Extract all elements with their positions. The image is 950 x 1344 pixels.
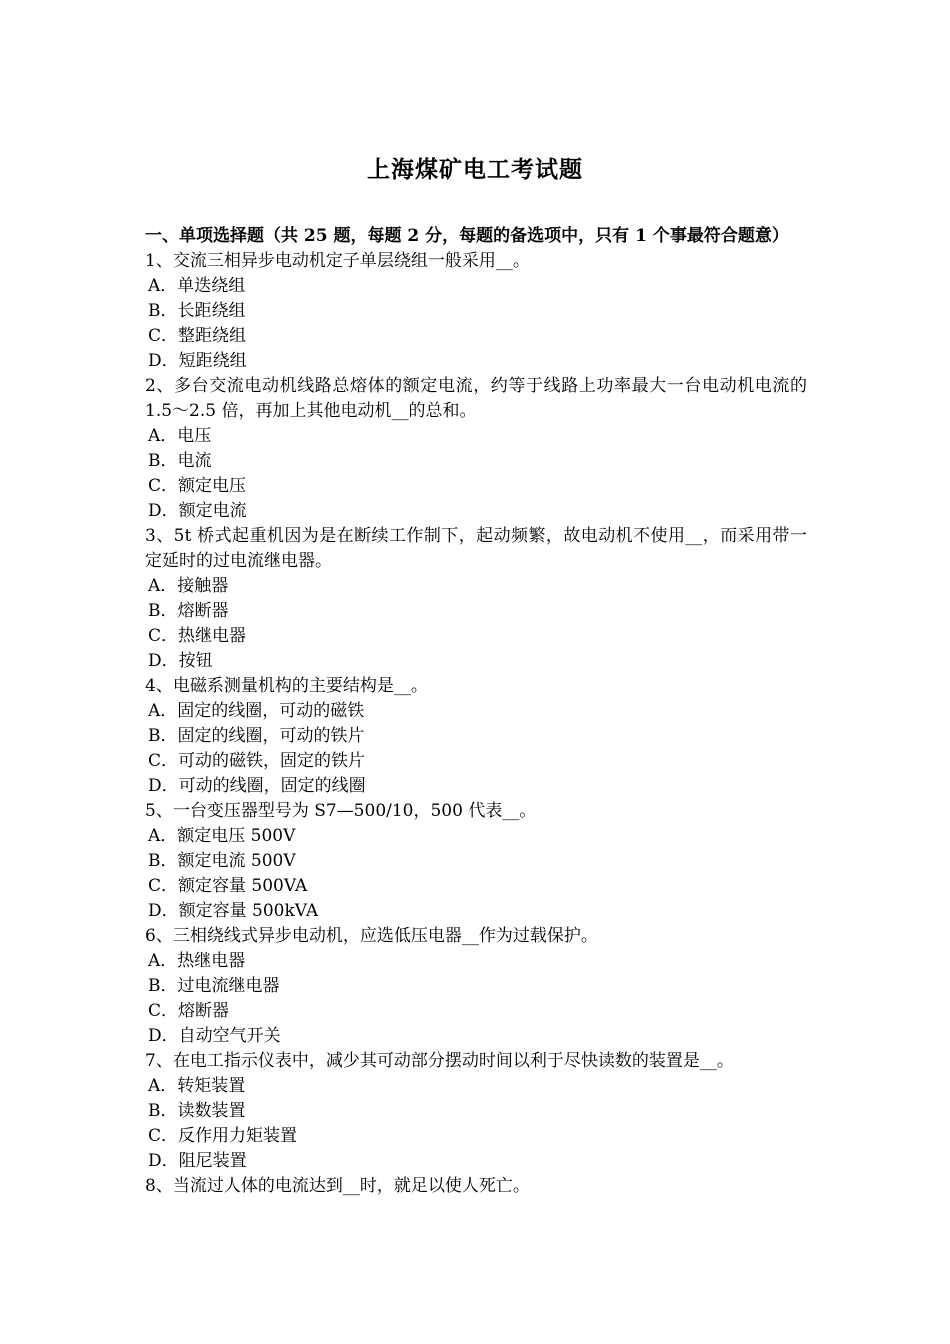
option-d: D．阻尼装置: [148, 1151, 247, 1171]
option-c: C．反作用力矩装置: [148, 1126, 298, 1146]
question-4: [145, 674, 807, 799]
question-text: 8、当流过人体的电流达到__时，就足以使人死亡。: [145, 1176, 530, 1196]
option-a: A．热继电器: [148, 951, 246, 971]
question-text: 7、在电工指示仪表中，减少其可动部分摆动时间以利于尽快读数的装置是__。: [145, 1051, 734, 1071]
option-d: D．可动的线圈，固定的线圈: [148, 776, 366, 796]
option-c: C．熔断器: [148, 1001, 230, 1021]
question-2: [145, 374, 807, 524]
option-b: B．读数装置: [148, 1101, 246, 1121]
option-c: C．热继电器: [148, 626, 247, 646]
option-c: C．整距绕组: [148, 326, 247, 346]
option-a: A．接触器: [148, 576, 229, 596]
option-d: D．自动空气开关: [148, 1026, 281, 1046]
section-heading: 一、单项选择题（共 25 题，每题 2 分，每题的备选项中，只有 1 个事最符合题意）: [145, 226, 789, 246]
question-5: [145, 799, 807, 924]
option-d: D．额定电流: [148, 501, 247, 521]
question-text: 1、交流三相异步电动机定子单层绕组一般采用__。: [145, 251, 530, 271]
option-a: A．固定的线圈，可动的磁铁: [148, 701, 365, 721]
option-d: D．额定容量 500kVA: [148, 901, 319, 921]
document-title: 上海煤矿电工考试题: [367, 156, 583, 183]
option-b: B．过电流继电器: [148, 976, 280, 996]
option-a: A．单迭绕组: [148, 276, 246, 296]
option-c: C．额定容量 500VA: [148, 876, 308, 896]
question-text: 2、多台交流电动机线路总熔体的额定电流，约等于线路上功率最大一台电动机电流的 1.5～2.5 倍，再加上其他电动机__的总和。: [145, 376, 807, 421]
question-6: [145, 924, 807, 1049]
question-text: 3、5t 桥式起重机因为是在断续工作制下，起动频繁，故电动机不使用__，而采用带一定延时的过电流继电器。: [145, 526, 807, 571]
question-8: [145, 1174, 807, 1199]
option-b: B．熔断器: [148, 601, 229, 621]
option-b: B．额定电流 500V: [148, 851, 296, 871]
question-text: 5、一台变压器型号为 S7—500/10，500 代表__。: [145, 801, 537, 821]
option-c: C．额定电压: [148, 476, 247, 496]
question-3: [145, 524, 807, 674]
option-a: A．电压: [148, 426, 212, 446]
question-1: [145, 249, 807, 374]
option-d: D．按钮: [148, 651, 213, 671]
question-7: [145, 1049, 807, 1174]
option-a: A．额定电压 500V: [148, 826, 296, 846]
option-b: B．电流: [148, 451, 212, 471]
option-c: C．可动的磁铁，固定的铁片: [148, 751, 366, 771]
option-d: D．短距绕组: [148, 351, 247, 371]
option-b: B．长距绕组: [148, 301, 246, 321]
document-content: [145, 224, 807, 1199]
question-text: 6、三相绕线式异步电动机，应选低压电器__作为过载保护。: [145, 926, 598, 946]
option-b: B．固定的线圈，可动的铁片: [148, 726, 365, 746]
question-text: 4、电磁系测量机构的主要结构是__。: [145, 676, 428, 696]
option-a: A．转矩装置: [148, 1076, 246, 1096]
